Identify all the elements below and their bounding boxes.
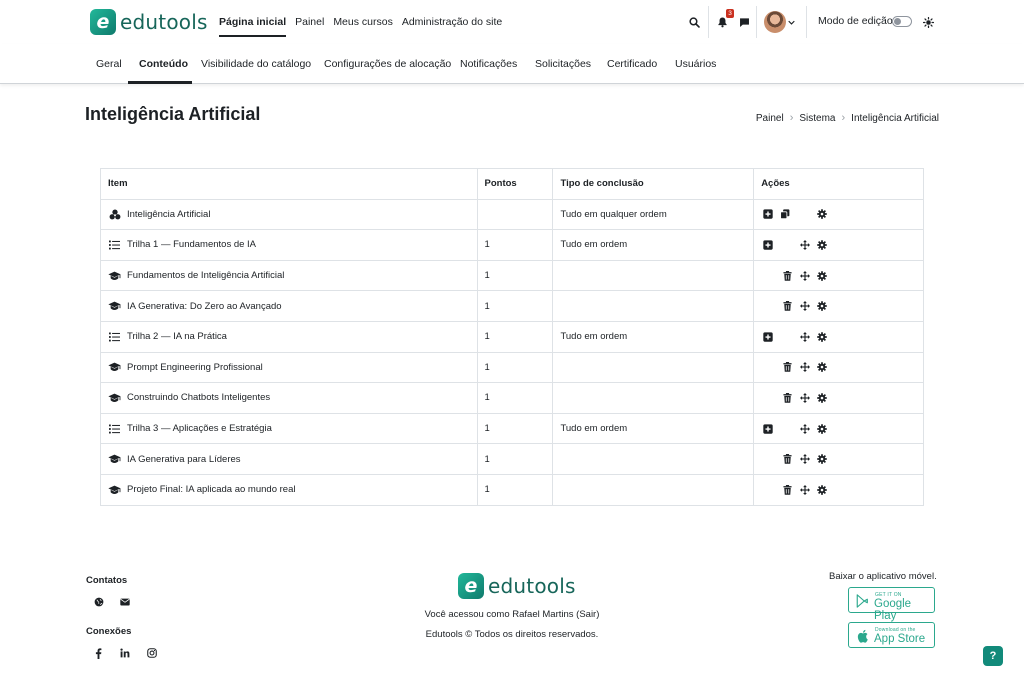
completion-type-cell bbox=[553, 352, 754, 383]
copyright-text: Edutools © Todos os direitos reservados. bbox=[425, 629, 599, 640]
trash-icon[interactable] bbox=[783, 301, 793, 311]
move-icon[interactable] bbox=[800, 332, 810, 342]
divider bbox=[708, 6, 709, 38]
move-icon[interactable] bbox=[800, 271, 810, 281]
globe-icon[interactable] bbox=[93, 596, 105, 608]
points-cell: 1 bbox=[477, 230, 553, 261]
footer-logo-text: edutools bbox=[488, 574, 576, 598]
table-row bbox=[101, 260, 924, 291]
item-name[interactable]: Trilha 3 — Aplicações e Estratégia bbox=[127, 423, 272, 435]
completion-type-cell: Tudo em ordem bbox=[553, 230, 754, 261]
breadcrumb-separator-icon: › bbox=[789, 112, 794, 124]
actions-cell bbox=[754, 199, 924, 230]
trash-icon[interactable] bbox=[783, 485, 793, 495]
app-store-label: App Store bbox=[874, 633, 926, 645]
completion-type-cell: Tudo em ordem bbox=[553, 321, 754, 352]
table-row bbox=[101, 383, 924, 414]
item-wrap bbox=[108, 422, 470, 435]
add-icon[interactable] bbox=[763, 240, 773, 250]
actions-cell bbox=[754, 383, 924, 414]
nav-home[interactable]: Página inicial bbox=[219, 15, 286, 37]
item-name[interactable]: IA Generativa para Líderes bbox=[127, 453, 241, 465]
search-icon[interactable] bbox=[686, 14, 702, 30]
item-name[interactable]: Inteligência Artificial bbox=[127, 208, 211, 220]
item-wrap bbox=[108, 269, 470, 282]
completion-type-cell: Tudo em qualquer ordem bbox=[553, 199, 754, 230]
footer-logo[interactable] bbox=[458, 573, 576, 599]
table-row bbox=[101, 199, 924, 230]
item-cell bbox=[101, 199, 478, 230]
item-wrap bbox=[108, 453, 470, 466]
help-button[interactable]: ? bbox=[983, 646, 1003, 666]
points-cell bbox=[477, 199, 553, 230]
item-cell bbox=[101, 383, 478, 414]
logo-mark: e bbox=[90, 9, 116, 35]
table-row bbox=[101, 352, 924, 383]
instagram-icon[interactable] bbox=[146, 647, 158, 659]
completion-type-cell: Tudo em ordem bbox=[553, 413, 754, 444]
trash-icon[interactable] bbox=[783, 271, 793, 281]
item-cell bbox=[101, 413, 478, 444]
item-cell bbox=[101, 260, 478, 291]
table-header-row bbox=[101, 169, 924, 200]
nav-dashboard[interactable]: Painel bbox=[295, 16, 325, 28]
tab-notifications[interactable]: Notificações bbox=[460, 58, 518, 70]
footer-connections-title: Conexões bbox=[86, 626, 132, 637]
linkedin-icon[interactable] bbox=[119, 647, 131, 659]
gear-icon[interactable] bbox=[817, 332, 827, 342]
add-icon[interactable] bbox=[763, 424, 773, 434]
footer-logo-mark: e bbox=[458, 573, 484, 599]
envelope-icon[interactable] bbox=[119, 596, 131, 608]
gear-icon[interactable] bbox=[817, 209, 827, 219]
list-icon bbox=[108, 422, 121, 435]
points-cell: 1 bbox=[477, 444, 553, 475]
points-cell: 1 bbox=[477, 321, 553, 352]
item-cell bbox=[101, 230, 478, 261]
completion-type-cell bbox=[553, 383, 754, 414]
breadcrumb-system[interactable]: Sistema bbox=[799, 112, 836, 124]
google-play-badge[interactable] bbox=[848, 587, 935, 622]
tab-content[interactable]: Conteúdo bbox=[139, 58, 188, 70]
graduation-cap-icon bbox=[108, 300, 121, 313]
page-title: Inteligência Artificial bbox=[85, 104, 261, 124]
secondary-nav bbox=[0, 44, 1024, 84]
item-wrap bbox=[108, 300, 470, 313]
mobile-app-title: Baixar o aplicativo móvel. bbox=[829, 571, 937, 582]
points-cell: 1 bbox=[477, 383, 553, 414]
column-header-item: Item bbox=[101, 169, 478, 200]
graduation-cap-icon bbox=[108, 453, 121, 466]
actions-cell bbox=[754, 444, 924, 475]
item-name[interactable]: Trilha 2 — IA na Prática bbox=[127, 331, 227, 343]
divider bbox=[756, 6, 757, 38]
completion-type-cell bbox=[553, 474, 754, 505]
move-icon[interactable] bbox=[800, 393, 810, 403]
google-play-small: GET IT ON bbox=[875, 592, 902, 598]
tab-users[interactable]: Usuários bbox=[675, 58, 717, 70]
gear-icon[interactable] bbox=[817, 301, 827, 311]
table-row bbox=[101, 291, 924, 322]
actions-cell bbox=[754, 291, 924, 322]
actions-cell bbox=[754, 260, 924, 291]
item-cell bbox=[101, 474, 478, 505]
notification-count-badge: 3 bbox=[726, 9, 734, 18]
item-name[interactable]: Prompt Engineering Profissional bbox=[127, 361, 263, 373]
breadcrumb bbox=[756, 112, 939, 124]
item-name[interactable]: Projeto Final: IA aplicada ao mundo real bbox=[127, 484, 296, 496]
table-row bbox=[101, 321, 924, 352]
item-cell bbox=[101, 321, 478, 352]
actions-cell bbox=[754, 413, 924, 444]
trash-icon[interactable] bbox=[783, 393, 793, 403]
trash-icon[interactable] bbox=[783, 454, 793, 464]
graduation-cap-icon bbox=[108, 361, 121, 374]
primary-nav bbox=[219, 15, 511, 37]
facebook-icon[interactable] bbox=[92, 647, 104, 659]
item-cell bbox=[101, 444, 478, 475]
completion-type-cell bbox=[553, 260, 754, 291]
points-cell: 1 bbox=[477, 291, 553, 322]
item-wrap bbox=[108, 391, 470, 404]
gear-icon[interactable] bbox=[817, 362, 827, 372]
actions-cell bbox=[754, 230, 924, 261]
move-icon[interactable] bbox=[800, 301, 810, 311]
points-cell: 1 bbox=[477, 413, 553, 444]
avatar[interactable] bbox=[764, 11, 786, 33]
chevron-down-icon[interactable] bbox=[786, 14, 796, 30]
logo-text: edutools bbox=[120, 10, 208, 34]
points-cell: 1 bbox=[477, 260, 553, 291]
app-store-badge[interactable] bbox=[848, 622, 935, 648]
tab-general[interactable]: Geral bbox=[96, 58, 122, 70]
move-icon[interactable] bbox=[800, 424, 810, 434]
breadcrumb-current: Inteligência Artificial bbox=[851, 112, 939, 124]
gear-icon[interactable] bbox=[817, 485, 827, 495]
actions-cell bbox=[754, 321, 924, 352]
tab-requests[interactable]: Solicitações bbox=[535, 58, 592, 70]
google-play-label: Google Play bbox=[874, 598, 912, 622]
brand-logo[interactable] bbox=[90, 9, 208, 35]
message-icon[interactable] bbox=[736, 14, 752, 30]
item-name[interactable]: Fundamentos de Inteligência Artificial bbox=[127, 270, 285, 282]
gear-icon[interactable] bbox=[817, 271, 827, 281]
gear-icon[interactable] bbox=[817, 424, 827, 434]
tab-certificate[interactable]: Certificado bbox=[607, 58, 658, 70]
graduation-cap-icon bbox=[108, 483, 121, 496]
points-cell: 1 bbox=[477, 352, 553, 383]
points-cell: 1 bbox=[477, 474, 553, 505]
sun-icon[interactable] bbox=[920, 14, 936, 30]
active-tab-indicator bbox=[128, 81, 192, 84]
table-row bbox=[101, 444, 924, 475]
divider bbox=[806, 6, 807, 38]
nav-site-admin[interactable]: Administração do site bbox=[401, 16, 503, 28]
list-icon bbox=[108, 238, 121, 251]
item-wrap bbox=[108, 330, 470, 343]
graduation-cap-icon bbox=[108, 391, 121, 404]
graduation-cap-icon bbox=[108, 269, 121, 282]
top-navbar bbox=[0, 0, 1024, 44]
trash-icon[interactable] bbox=[783, 362, 793, 372]
column-header-actions: Ações bbox=[754, 169, 924, 200]
edit-mode-label: Modo de edição bbox=[818, 15, 893, 27]
item-wrap bbox=[108, 208, 470, 221]
add-icon[interactable] bbox=[763, 332, 773, 342]
item-cell bbox=[101, 352, 478, 383]
gear-icon[interactable] bbox=[817, 240, 827, 250]
breadcrumb-separator-icon: › bbox=[841, 112, 846, 124]
completion-type-cell bbox=[553, 291, 754, 322]
app-store-small: Download on the bbox=[875, 627, 916, 633]
gear-icon[interactable] bbox=[817, 393, 827, 403]
move-icon[interactable] bbox=[800, 240, 810, 250]
move-icon[interactable] bbox=[800, 454, 810, 464]
move-icon[interactable] bbox=[800, 485, 810, 495]
actions-cell bbox=[754, 474, 924, 505]
table-row bbox=[101, 413, 924, 444]
list-icon bbox=[108, 330, 121, 343]
table-row bbox=[101, 230, 924, 261]
actions-cell bbox=[754, 352, 924, 383]
completion-type-cell bbox=[553, 444, 754, 475]
item-wrap bbox=[108, 361, 470, 374]
column-header-completion: Tipo de conclusão bbox=[553, 169, 754, 200]
tab-catalogue-visibility[interactable]: Visibilidade do catálogo bbox=[201, 58, 312, 70]
logged-in-info[interactable]: Você acessou como Rafael Martins (Sair) bbox=[424, 609, 600, 620]
item-wrap bbox=[108, 483, 470, 496]
item-wrap bbox=[108, 238, 470, 251]
nav-my-courses[interactable]: Meus cursos bbox=[333, 16, 393, 28]
item-cell bbox=[101, 291, 478, 322]
item-name[interactable]: Construindo Chatbots Inteligentes bbox=[127, 392, 271, 404]
item-name[interactable]: IA Generativa: Do Zero ao Avançado bbox=[127, 300, 282, 312]
breadcrumb-dashboard[interactable]: Painel bbox=[755, 112, 784, 124]
edit-mode-toggle[interactable] bbox=[892, 16, 912, 27]
move-icon[interactable] bbox=[800, 362, 810, 372]
footer-contacts-title: Contatos bbox=[86, 575, 128, 586]
google-play-icon bbox=[856, 594, 869, 608]
table-row bbox=[101, 474, 924, 505]
add-icon[interactable] bbox=[763, 209, 773, 219]
tab-allocation-settings[interactable]: Configurações de alocação bbox=[324, 58, 452, 70]
apple-icon bbox=[856, 629, 869, 643]
gear-icon[interactable] bbox=[817, 454, 827, 464]
copy-icon[interactable] bbox=[780, 209, 790, 219]
program-icon bbox=[108, 208, 121, 221]
program-content-table bbox=[100, 168, 924, 506]
column-header-points: Pontos bbox=[477, 169, 553, 200]
item-name[interactable]: Trilha 1 — Fundamentos de IA bbox=[127, 239, 257, 251]
